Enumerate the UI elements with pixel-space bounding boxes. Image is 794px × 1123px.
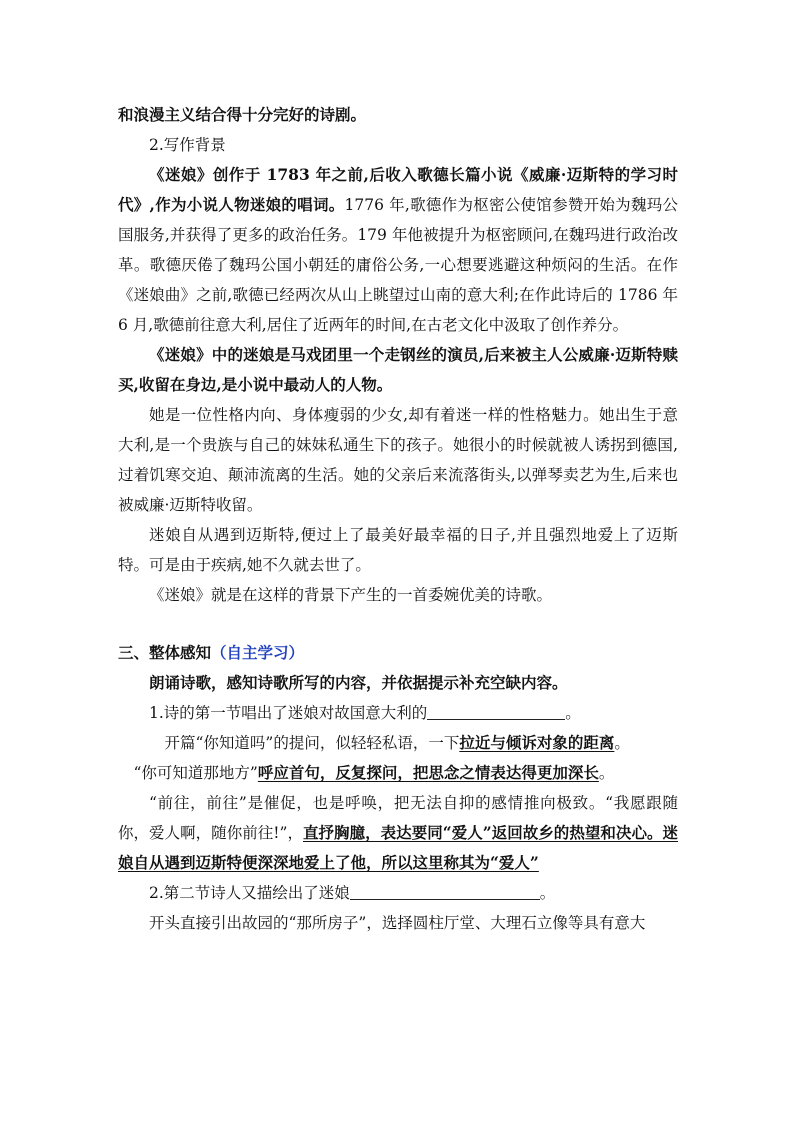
question-1 — [118, 698, 678, 728]
section-gap — [118, 610, 678, 638]
question-1-text: 1.诗的第一节唱出了迷娘对故国意大利的 — [149, 704, 428, 722]
question-2-blank[interactable] — [350, 884, 540, 900]
paragraph-background-1 — [118, 160, 678, 340]
paragraph-mignon-origin: 她是一位性格内向、身体瘦弱的少女,却有着迷一样的性格魅力。她出生于意大利,是一个贵族与自己的妹妹私通生下的孩子。她很小的时候就被人诱拐到德国,过着饥寒交迫、颠沛流离的生活。她的父亲后来流落街头,以弹琴卖艺为生,后来也被威廉·迈斯特收留。 — [118, 406, 678, 514]
document-body — [118, 100, 678, 938]
section-3-tag: （自主学习） — [211, 643, 305, 662]
paragraph-background-1-rest: 1776 年,歌德作为枢密公使馆参赞开始为魏玛公国服务,并获得了更多的政治任务。179 年他被提升为枢密顾问,在魏玛进行政治改革。歌德厌倦了魏玛公国小朝廷的庸俗公务,一心想要逃避这种烦闷的生活。在作《迷娘曲》之前,歌德已经两次从山上眺望过山南的意大利;在作此诗后的 1786 年 6 月,歌德前往意大利,居住了近两年的时间,在古老文化中汲取了创作养分。 — [118, 196, 678, 334]
note-repeated-question-text: “你可知道那地方” — [133, 764, 258, 782]
note-repeated-question — [118, 758, 678, 788]
note-opening-question-underlined: 拉近与倾诉对象的距离 — [459, 733, 615, 752]
paragraph-poem-summary: 《迷娘》就是在这样的背景下产生的一首委婉优美的诗歌。 — [149, 586, 553, 604]
paragraph-mignon-fate: 迷娘自从遇到迈斯特,便过上了最美好最幸福的日子,并且强烈地爱上了迈斯特。可是由于疾病,她不久就去世了。 — [118, 526, 678, 574]
subheading-writing-background: 2.写作背景 — [149, 136, 226, 154]
note-repeated-question-end: 。 — [598, 764, 615, 782]
note-lover-text: “前往，前往”是催促，也是呼唤，把无法自抑的感情推向极致。“我愿跟随你，爱人啊，随你前往!”， — [118, 794, 678, 842]
note-opening-question-end: 。 — [614, 734, 630, 752]
section-3-heading — [118, 638, 678, 668]
note-house: 开头直接引出故园的“那所房子”，选择圆柱厅堂、大理石立像等具有意大 — [149, 914, 646, 932]
note-repeated-question-underlined: 呼应首句，反复探问，把思念之情表达得更加深长 — [257, 763, 599, 782]
note-opening-question — [118, 728, 678, 758]
question-2-text: 2.第二节诗人又描绘出了迷娘 — [149, 884, 350, 902]
question-1-blank[interactable] — [427, 704, 565, 720]
question-2 — [118, 878, 678, 908]
question-1-end: 。 — [565, 704, 581, 722]
note-opening-question-text: 开篇“你知道吗”的提问，似轻轻私语，一下 — [164, 734, 460, 752]
continuation-line: 和浪漫主义结合得十分完好的诗剧。 — [118, 105, 367, 124]
paragraph-background-1-bold: 《迷娘》创作于 1783 年之前,后收入歌德长篇小说《威廉·迈斯特的学习时代》,作为小说人物迷娘的唱词。 — [118, 165, 678, 214]
section-3-title: 三、整体感知 — [118, 643, 212, 662]
section-3-instruction: 朗诵诗歌，感知诗歌所写的内容，并依据提示补充空缺内容。 — [149, 673, 568, 692]
paragraph-mignon-role: 《迷娘》中的迷娘是马戏团里一个走钢丝的演员,后来被主人公威廉·迈斯特赎买,收留在身边,是小说中最动人的人物。 — [118, 345, 678, 394]
note-lover — [118, 788, 678, 878]
note-lover-underlined: 直抒胸臆，表达要同“爱人”返回故乡的热望和决心。迷娘自从遇到迈斯特便深深地爱上了他，所以这里称其为“爱人” — [118, 823, 678, 872]
question-2-end: 。 — [539, 884, 556, 902]
